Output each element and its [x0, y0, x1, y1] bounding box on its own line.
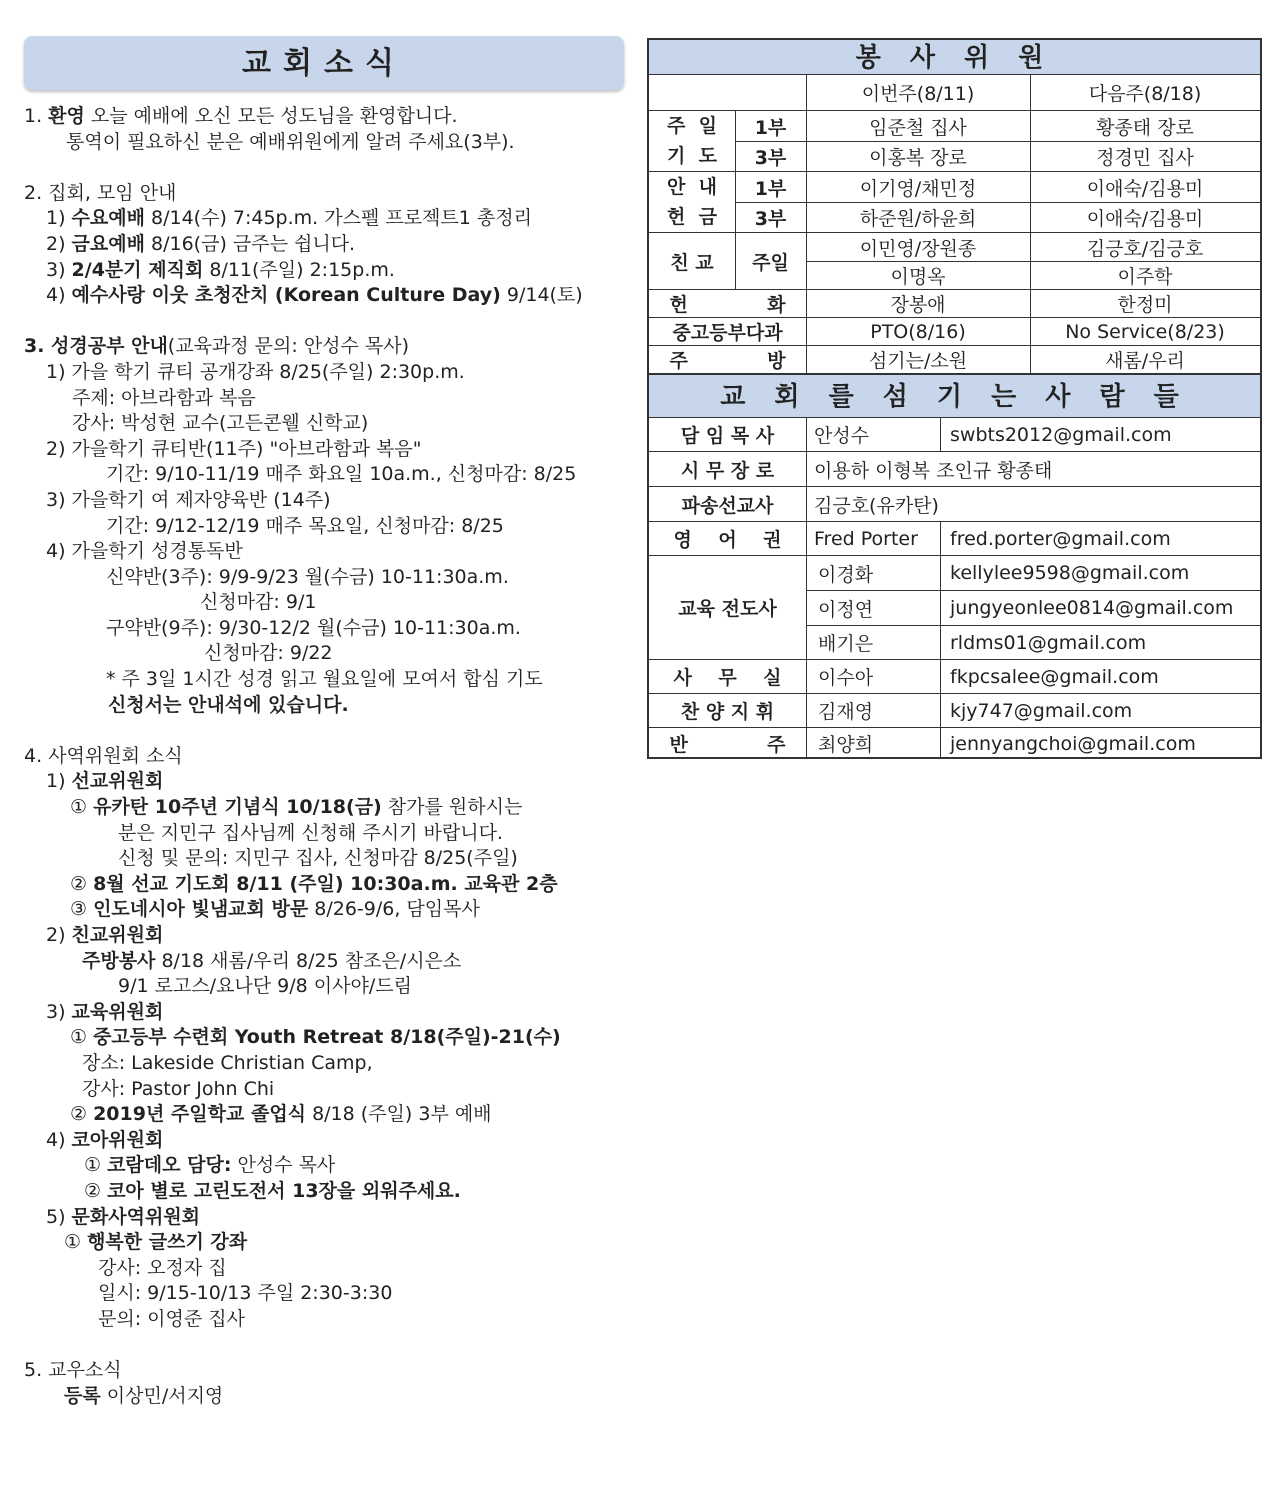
- news-line-text: 통역이 필요하신 분은 예배위원에게 알려 주세요(3부).: [66, 130, 515, 153]
- prayer-3-this: 이홍복 장로: [869, 147, 967, 169]
- news-line-emphasis: 코아 별로 고린도전서 13장을 외워주세요.: [107, 1179, 461, 1202]
- news-line-text: 2) 가을학기 큐티반(11주) "아브라함과 복음": [46, 437, 422, 460]
- news-line: [24, 1153, 624, 1179]
- news-line: [24, 283, 624, 309]
- news-line-emphasis: 금요예배: [71, 232, 145, 255]
- prayer-label: 주 일 기 도: [667, 115, 717, 167]
- pastor-email: swbts2012@gmail.com: [950, 423, 1172, 446]
- news-line-text: 기간: 9/10-11/19 매주 화요일 10a.m., 신청마감: 8/25: [106, 463, 577, 486]
- news-line-text: * 주 3일 1시간 성경 읽고 월요일에 모여서 합심 기도: [106, 668, 543, 691]
- news-line: [24, 1025, 624, 1051]
- news-line-emphasis: 행복한 글쓰기 강좌: [87, 1231, 248, 1254]
- col-this-week: 이번주(8/11): [861, 82, 975, 105]
- news-line: [24, 769, 624, 795]
- prayer-1-label: 1부: [754, 116, 787, 139]
- news-line-text: 신청마감: 9/22: [204, 642, 333, 665]
- news-line-text: 이상민/서지영: [100, 1384, 224, 1407]
- news-line: [24, 616, 624, 642]
- edu-3-name: 배기은: [818, 633, 874, 655]
- news-line-emphasis: 선교위원회: [71, 770, 164, 793]
- news-line: [24, 437, 624, 463]
- news-line: [24, 514, 624, 540]
- news-spacer: [24, 309, 624, 335]
- service-tables: [647, 38, 1262, 759]
- news-line-text: 4. 사역위원회 소식: [24, 744, 183, 767]
- news-line-text: 9/1 로고스/요나단 9/8 이사야/드림: [118, 975, 412, 998]
- news-line-text: 2. 집회, 모임 안내: [24, 181, 177, 204]
- news-line: [24, 1000, 624, 1026]
- news-line: [24, 795, 624, 821]
- news-line-text: 일시: 9/15-10/13 주일 2:30-3:30: [98, 1282, 393, 1305]
- news-line: [24, 181, 624, 207]
- fellowship-label: 친 교: [670, 251, 714, 274]
- staff-title: 교 회 를 섬 기 는 사 람 들: [649, 375, 1260, 417]
- news-line-text: 강사: 오정자 집: [98, 1256, 227, 1279]
- news-line-text: 장소: Lakeside Christian Camp,: [82, 1051, 373, 1074]
- kitchen-this: 섬기는/소원: [868, 350, 968, 372]
- news-line-text: 신청마감: 9/1: [200, 591, 317, 614]
- news-line-text: ②: [70, 1103, 94, 1126]
- offering-1-label: 1부: [754, 177, 787, 200]
- choir-name: 김재영: [818, 701, 874, 723]
- news-line-text: 안성수 목사: [231, 1154, 336, 1177]
- news-line-text: 3) 가을학기 여 제자양육반 (14주): [46, 488, 331, 511]
- news-line-emphasis: 환영: [48, 105, 85, 127]
- news-line-emphasis: 예수사랑 이웃 초청잔치 (Korean Culture Day): [71, 284, 501, 307]
- choir-email: kjy747@gmail.com: [950, 699, 1133, 722]
- english-name: Fred Porter: [814, 527, 918, 550]
- news-line: [24, 386, 624, 412]
- news-line-text: ①: [70, 1026, 94, 1049]
- offering-label: 안 내 헌 금: [667, 176, 717, 228]
- church-news-title: 교회소식: [24, 36, 624, 90]
- fellowship-2-this: 이명옥: [890, 266, 946, 288]
- news-line: [24, 846, 624, 872]
- news-line: [24, 1077, 624, 1103]
- news-line: [24, 258, 624, 284]
- news-line: [24, 206, 624, 232]
- prayer-3-next: 정경민 집사: [1096, 147, 1194, 169]
- edu-3-email: rldms01@gmail.com: [950, 631, 1147, 654]
- news-line-text: 3): [46, 1000, 72, 1023]
- news-line-text: ②: [70, 872, 94, 895]
- news-line-text: 1.: [24, 105, 49, 127]
- news-line-text: 8/16(금) 금주는 쉽니다.: [144, 232, 356, 255]
- news-spacer: [24, 155, 624, 181]
- choir-label: 찬 양 지 휘: [680, 701, 775, 723]
- news-line-emphasis: 3. 성경공부 안내: [24, 335, 168, 358]
- news-line-emphasis: 유카탄 10주년 기념식 10/18(금): [93, 796, 382, 819]
- news-line-emphasis: 등록: [64, 1384, 101, 1407]
- fellowship-sub-label: 주일: [752, 251, 789, 274]
- fellowship-1-next: 김긍호/김긍호: [1086, 237, 1204, 260]
- church-news-column: [24, 36, 624, 1409]
- flower-this: 장봉애: [890, 294, 946, 316]
- news-line-text: 8/11(주일) 2:15p.m.: [203, 258, 395, 281]
- news-line-text: 2): [46, 924, 72, 946]
- piano-email: jennyangchoi@gmail.com: [950, 732, 1196, 755]
- news-line-text: 기간: 9/12-12/19 매주 목요일, 신청마감: 8/25: [106, 514, 504, 537]
- news-line-emphasis: 교육위원회: [71, 1000, 164, 1023]
- news-line: [24, 232, 624, 258]
- news-line-text: 분은 지민구 집사님께 신청해 주시기 바랍니다.: [118, 821, 503, 844]
- office-email: fkpcsalee@gmail.com: [950, 665, 1159, 688]
- news-line: [24, 1179, 624, 1205]
- news-line-text: 2): [46, 232, 72, 255]
- news-line-text: 강사: Pastor John Chi: [82, 1077, 275, 1100]
- news-line-emphasis: 2/4분기 제직회: [71, 258, 204, 281]
- news-line: [24, 411, 624, 437]
- offering-1-this: 이기영/채민정: [859, 177, 977, 200]
- offering-3-this: 하준원/하윤희: [859, 208, 977, 230]
- news-line-text: ①: [84, 1154, 108, 1177]
- fellowship-2-next: 이주학: [1117, 266, 1173, 288]
- news-line-emphasis: 신청서는 안내석에 있습니다.: [108, 693, 349, 716]
- news-line: [24, 949, 624, 975]
- news-line-text: 8/18 새롬/우리 8/25 참조은/시은소: [155, 949, 462, 972]
- news-line-text: 4): [46, 1128, 72, 1151]
- prayer-1-this: 임준철 집사: [869, 116, 967, 139]
- youth-snack-next: No Service(8/23): [1065, 320, 1225, 343]
- news-line: [24, 1102, 624, 1128]
- news-line: [24, 1384, 624, 1410]
- news-line: [24, 1307, 624, 1333]
- education-label: 교육 전도사: [678, 598, 777, 620]
- english-label: 영 어 권: [673, 529, 782, 551]
- news-line: [24, 667, 624, 693]
- news-line: [24, 462, 624, 488]
- news-line-text: 8/18 (주일) 3부 예배: [306, 1103, 492, 1126]
- news-line-text: 1): [46, 207, 72, 230]
- news-line: [24, 488, 624, 514]
- news-line-emphasis: 2019년 주일학교 졸업식: [93, 1103, 307, 1126]
- youth-snack-this: PTO(8/16): [870, 320, 966, 343]
- news-line-emphasis: 코람데오 담당:: [107, 1154, 232, 1177]
- news-line-text: ②: [84, 1179, 108, 1202]
- missionary-name: 김긍호(유카탄): [814, 494, 939, 517]
- news-line: [24, 590, 624, 616]
- news-line: [24, 539, 624, 565]
- offering-3-next: 이애숙/김용미: [1086, 208, 1204, 230]
- news-line-emphasis: 8월 선교 기도회 8/11 (주일) 10:30a.m. 교육관 2층: [93, 872, 558, 895]
- news-line: [24, 897, 624, 923]
- news-line: [24, 744, 624, 770]
- prayer-3-label: 3부: [754, 147, 787, 169]
- news-line-text: 4): [46, 284, 72, 307]
- news-spacer: [24, 718, 624, 744]
- piano-name: 최양희: [818, 734, 874, 756]
- news-line: [24, 565, 624, 591]
- kitchen-next: 새롬/우리: [1105, 350, 1185, 372]
- news-line-text: (교육과정 문의: 안성수 목사): [167, 335, 410, 358]
- news-line: [24, 1256, 624, 1282]
- missionary-label: 파송선교사: [681, 494, 774, 517]
- edu-2-email: jungyeonlee0814@gmail.com: [950, 597, 1234, 619]
- piano-label: 반 주: [669, 734, 786, 756]
- edu-1-name: 이경화: [818, 563, 874, 586]
- news-line-text: ①: [64, 1231, 88, 1254]
- pastor-name: 안성수: [814, 425, 870, 447]
- news-line-text: ①: [70, 796, 94, 819]
- news-line: [24, 1358, 624, 1384]
- news-line-text: 4) 가을학기 성경통독반: [46, 540, 243, 563]
- news-line: [24, 130, 624, 156]
- pastor-label: 담 임 목 사: [680, 425, 775, 447]
- news-line-emphasis: 주방봉사: [82, 949, 156, 972]
- offering-1-next: 이애숙/김용미: [1086, 177, 1204, 200]
- news-line-text: 주제: 아브라함과 복음: [72, 386, 256, 409]
- flower-label: 헌 화: [669, 294, 786, 316]
- news-line-text: 5. 교우소식: [24, 1359, 122, 1382]
- news-line-text: 참가를 원하시는: [381, 796, 523, 819]
- news-line: [24, 1051, 624, 1077]
- church-news-list: [24, 104, 624, 1409]
- office-name: 이수아: [818, 667, 874, 689]
- news-line: [24, 1281, 624, 1307]
- news-line-text: 오늘 예배에 오신 모든 성도님을 환영합니다.: [84, 105, 458, 127]
- news-line-text: 8/26-9/6, 담임목사: [308, 898, 480, 921]
- news-line-text: 9/14(토): [500, 284, 583, 307]
- news-line-text: 문의: 이영준 집사: [98, 1307, 245, 1330]
- volunteers-title: 봉 사 위 원: [649, 40, 1260, 74]
- news-spacer: [24, 1333, 624, 1359]
- news-line-emphasis: 수요예배: [71, 207, 145, 230]
- edu-2-name: 이정연: [818, 598, 874, 621]
- news-line-text: 강사: 박성현 교수(고든콘웰 신학교): [72, 412, 369, 435]
- office-label: 사 무 실: [673, 667, 782, 689]
- news-line: [24, 104, 624, 130]
- youth-snack-label: 중고등부다과: [672, 322, 783, 344]
- news-line: [24, 1128, 624, 1154]
- news-line: [24, 1205, 624, 1231]
- news-line: [24, 974, 624, 1000]
- news-line: [24, 360, 624, 386]
- col-next-week: 다음주(8/18): [1088, 82, 1202, 105]
- fellowship-1-this: 이민영/장원종: [859, 237, 977, 260]
- prayer-1-next: 황종태 장로: [1096, 116, 1194, 139]
- news-line-text: 신청 및 문의: 지민구 집사, 신청마감 8/25(주일): [118, 847, 518, 870]
- elders-names: 이용하 이형복 조인규 황종태: [814, 459, 1053, 482]
- kitchen-label: 주 방: [669, 350, 786, 372]
- news-line: [24, 821, 624, 847]
- news-line-text: 8/14(수) 7:45p.m. 가스펠 프로젝트1 총정리: [144, 207, 532, 230]
- news-line-text: ③: [70, 898, 94, 921]
- news-line-emphasis: 코아위원회: [71, 1128, 164, 1151]
- news-line: [24, 923, 624, 949]
- offering-3-label: 3부: [754, 208, 787, 230]
- news-line-text: 1): [46, 770, 72, 793]
- news-line-text: 신약반(3주): 9/9-9/23 월(수금) 10-11:30a.m.: [106, 565, 509, 588]
- news-line-text: 1) 가을 학기 큐티 공개강좌 8/25(주일) 2:30p.m.: [46, 360, 465, 383]
- news-line: [24, 872, 624, 898]
- news-line-emphasis: 인도네시아 빛냄교회 방문: [93, 898, 309, 921]
- news-line-emphasis: 친교위원회: [71, 924, 164, 946]
- edu-1-email: kellylee9598@gmail.com: [950, 562, 1190, 584]
- elders-label: 시 무 장 로: [680, 459, 775, 482]
- news-line: [24, 641, 624, 667]
- news-line: [24, 334, 624, 360]
- news-line-text: 3): [46, 258, 72, 281]
- flower-next: 한정미: [1117, 294, 1173, 316]
- news-line: [24, 1230, 624, 1256]
- english-email: fred.porter@gmail.com: [950, 527, 1171, 550]
- news-line: [24, 693, 624, 719]
- news-line-emphasis: 중고등부 수련회 Youth Retreat 8/18(주일)-21(수): [93, 1026, 561, 1049]
- news-line-text: 구약반(9주): 9/30-12/2 월(수금) 10-11:30a.m.: [106, 616, 521, 639]
- news-line-text: 5): [46, 1205, 72, 1228]
- news-line-emphasis: 문화사역위원회: [71, 1205, 201, 1228]
